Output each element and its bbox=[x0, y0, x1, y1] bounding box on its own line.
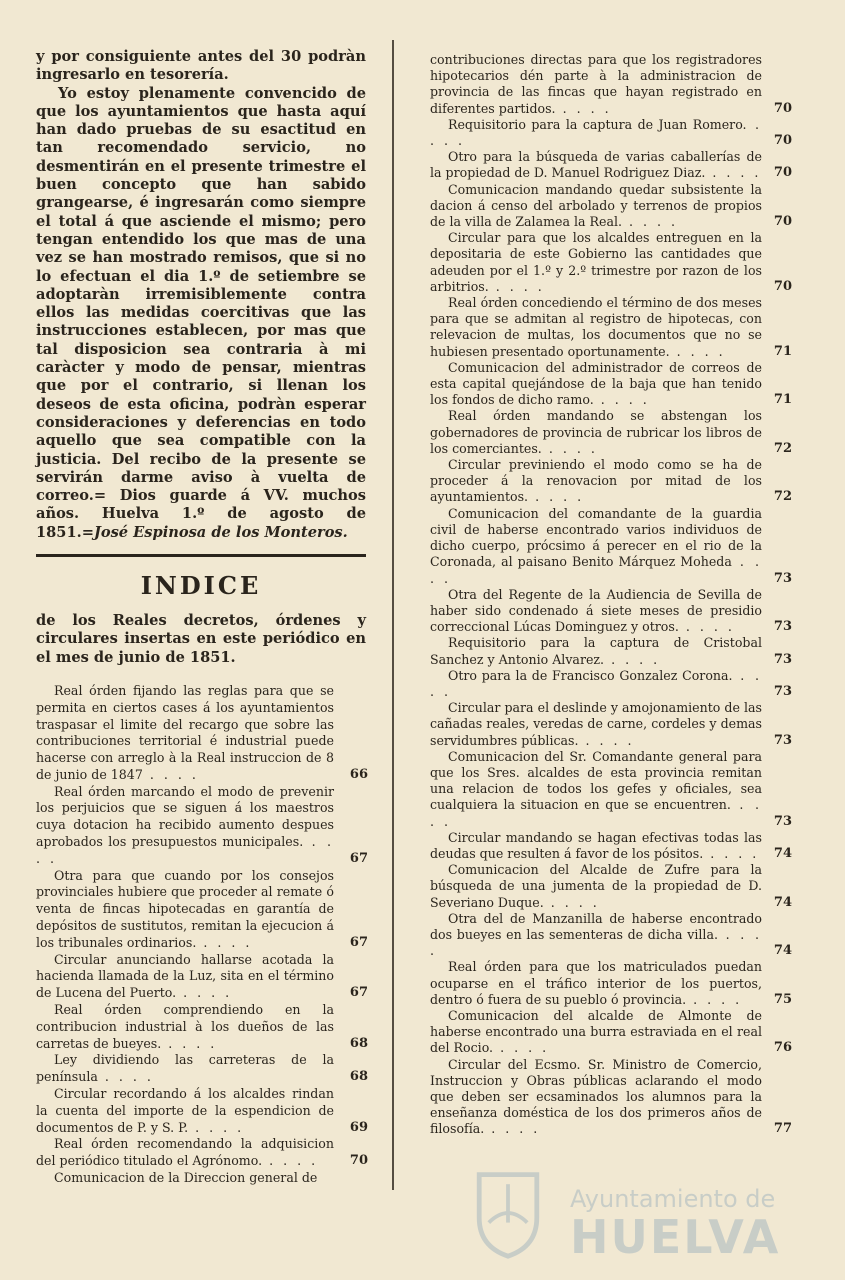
index-entry-text: Otra del de Manzanilla de haberse encontrado dos bueyes en las sementeras de dicha villa. bbox=[430, 910, 762, 942]
index-entry-text: Comunicacion del comandante de la guardia civil de haberse encontrado varios individuos de dicho cuerpo, prócsimo á perecer en el rio de la Coronada, al paisano Benito Márquez Moheda bbox=[430, 505, 762, 570]
index-entry bbox=[430, 700, 792, 749]
index-entry bbox=[430, 149, 792, 181]
dot-leader: . . . . bbox=[622, 214, 679, 230]
dot-leader: . . . . bbox=[604, 651, 661, 667]
dot-leader: . . . . bbox=[488, 278, 545, 294]
index-entry bbox=[430, 408, 792, 457]
index-entry-page: 74 bbox=[773, 943, 792, 959]
dot-leader: . . . . bbox=[176, 985, 233, 1001]
dot-leader: . . . . bbox=[528, 489, 585, 505]
index-entry-page: 68 bbox=[349, 1069, 368, 1085]
letter-paragraph-2: Yo estoy plenamente convencido de que los ayuntamientos que hasta aquí han dado pruebas de su esactitud en tan recomendado servicio, no desmentirán en el presente trimestre el buen concepto que han sabido grangearse, é ingresarán como siempre el total á que asciende el mismo; pero tengan entendido los que mas de una vez se han mostrado remisos, que si no lo efectuan el dia 1.º de setiembre se adoptaràn irremisiblemente contra ellos las medidas coercitivas que las instrucciones establecen, por mas que tal disposicion sea contraria à mi caràcter y modo de pensar, mientras que por el contrario, si llenan los deseos de esta oficina, podràn esperar consideraciones y deferencias en todo aquello que sea compatible con la justicia. Del recibo de la presente se servirán darme aviso à vuelta de correo.= Dios guarde á VV. muchos años. Huelva 1.º de agosto de 1851.=José Espinosa de los Monteros. bbox=[36, 84, 366, 541]
dot-leader: . . . . bbox=[543, 894, 600, 910]
watermark-line-1: Ayuntamiento de bbox=[570, 1185, 776, 1213]
index-entry-page: 74 bbox=[773, 845, 792, 861]
dot-leader: . . . . bbox=[196, 934, 253, 950]
index-entry-text: Comunicacion del Sr. Comandante general para que los Sres. alcaldes de esta provincia remitan una relacion de todos los gefes y oficiales, sea cualquiera la situacion en que se encuentren. bbox=[430, 748, 762, 813]
dot-leader: . . . . bbox=[430, 926, 762, 959]
index-entry-text: Requisitorio para la captura de Juan Romero. bbox=[448, 116, 747, 132]
index-entry-page: 71 bbox=[773, 343, 792, 359]
dot-leader: . . . . bbox=[669, 343, 726, 359]
index-entry-text: Circular anunciando hallarse acotada la hacienda llamada de la Luz, sita en el término de Lucena del Puerto. bbox=[36, 951, 334, 1001]
index-entry bbox=[430, 1056, 792, 1138]
index-entry-text: Real órden concediendo el término de dos meses para que se admitan al registro de hipotecas, con relevacion de multas, los documentos que no se hubiesen presentado oportunamente. bbox=[430, 295, 762, 359]
index-entry-page: 69 bbox=[349, 1119, 368, 1135]
index-entry-text: Real órden mandando se abstengan los gobernadores de provincia de rubricar los libros de los comerciantes. bbox=[430, 408, 762, 456]
dot-leader: . . . . bbox=[430, 116, 762, 149]
dot-leader: . . . . bbox=[161, 1035, 218, 1051]
dot-leader: . . . . bbox=[555, 100, 612, 116]
index-entry-text: Circular recordando á los alcaldes rindan la cuenta del importe de la espendicion de documentos de P. y S. P. bbox=[36, 1086, 334, 1135]
index-entry bbox=[430, 181, 792, 231]
index-entry bbox=[430, 862, 792, 911]
index-entry-page: 70 bbox=[773, 278, 792, 294]
index-entry bbox=[430, 748, 792, 830]
index-entry bbox=[36, 683, 366, 784]
dot-leader: . . . . bbox=[36, 834, 334, 866]
index-entry bbox=[430, 116, 792, 149]
index-entry bbox=[36, 1136, 366, 1170]
dot-leader: . . . . bbox=[541, 440, 598, 456]
index-title: INDICE bbox=[140, 571, 262, 601]
index-entry bbox=[430, 829, 792, 862]
index-entry bbox=[430, 586, 792, 636]
index-entry-text: Comunicacion de la Direccion general de bbox=[54, 1170, 318, 1186]
archive-watermark bbox=[440, 1155, 781, 1265]
index-entry-page: 70 bbox=[773, 133, 792, 149]
index-entry bbox=[36, 868, 366, 952]
section-divider bbox=[36, 554, 366, 557]
index-entry-page: 70 bbox=[349, 1153, 368, 1169]
dot-leader: . . . . bbox=[430, 797, 762, 829]
index-entry-text: Circular para que los alcaldes entreguen en la depositaria de este Gobierno las cantidades que adeuden por el 1.º y 2.º trimestre por razon de los arbitrios. bbox=[430, 230, 762, 294]
dot-leader: . . . . bbox=[430, 554, 762, 586]
index-entry-text: Comunicacion del alcalde de Almonte de haberse encontrado una burra estraviada en el real del Rocio. bbox=[430, 1007, 762, 1056]
index-entry bbox=[430, 910, 792, 960]
dot-leader: . . . . bbox=[578, 732, 635, 748]
index-entry-page: 67 bbox=[349, 934, 368, 950]
index-entry bbox=[430, 667, 792, 700]
letter-paragraph-1: y por consiguiente antes del 30 podràn ingresarlo en tesorería. bbox=[36, 48, 366, 84]
index-entry-page: 73 bbox=[773, 570, 792, 586]
index-entry-page: 71 bbox=[773, 392, 792, 408]
index-entry-text: Otra del Regente de la Audiencia de Sevilla de haber sido condenado á siete meses de presidio correccional Lúcas Dominguez y otros. bbox=[430, 586, 762, 635]
index-entry-page: 70 bbox=[773, 214, 792, 230]
signature: José Espinosa de los Monteros. bbox=[93, 523, 348, 541]
index-entry-text: contribuciones directas para que los registradores hipotecarios dén parte à la administracion de provincia de las fincas que hayan registrado en diferentes partidos. bbox=[430, 52, 762, 116]
circular-letter bbox=[36, 48, 366, 542]
index-entry bbox=[36, 1052, 366, 1086]
right-column bbox=[430, 52, 792, 1138]
index-entry-page: 72 bbox=[773, 489, 792, 505]
index-entry bbox=[430, 52, 792, 117]
dot-leader: . . . . bbox=[705, 165, 762, 181]
index-entry-text: Comunicacion del Alcalde de Zufre para la búsqueda de una jumenta de la propiedad de D. Severiano Duque. bbox=[430, 862, 762, 910]
index-entry-text: Circular del Ecsmo. Sr. Ministro de Comercio, Instruccion y Obras públicas aclarando el modo que deben ser ecsaminados los alumnos para la enseñanza doméstica de los dos primeros años de filosofía. bbox=[430, 1056, 762, 1137]
index-entry-text: Real órden para que los matriculados puedan ocuparse en el tráfico interior de los puertos, dentro ó fuera de su pueblo ó provincia. bbox=[430, 959, 762, 1007]
index-entry bbox=[36, 1086, 366, 1136]
index-entry-text: Comunicacion mandando quedar subsistente la dacion á censo del arbolado y terrenos de propios de la villa de Zalamea la Real. bbox=[430, 181, 762, 230]
index-entry-page: 77 bbox=[773, 1121, 792, 1137]
index-entry-page: 66 bbox=[349, 766, 368, 782]
index-list-left bbox=[36, 683, 366, 1187]
dot-leader: . . . . bbox=[703, 845, 760, 861]
city-seal-icon bbox=[460, 1165, 556, 1261]
index-entry bbox=[430, 959, 792, 1008]
index-entry-text: Requisitorio para la captura de Cristobal Sanchez y Antonio Alvarez. bbox=[430, 635, 762, 667]
index-entry bbox=[430, 505, 792, 587]
index-entry-text: Real órden marcando el modo de prevenir los perjuicios que se siguen á los maestros cuya dotacion ha recibido aumento despues aprobados los presupuestos municipales. bbox=[36, 783, 334, 850]
dot-leader: . . . . bbox=[484, 1121, 541, 1137]
index-entry bbox=[430, 1007, 792, 1057]
dot-leader: . . . . bbox=[188, 1119, 245, 1135]
dot-leader: . . . . bbox=[593, 392, 650, 408]
index-subtitle: de los Reales decretos, órdenes y circulares insertas en este periódico en el mes de junio de 1851. bbox=[36, 612, 366, 666]
dot-leader: . . . . bbox=[97, 1069, 154, 1085]
index-entry-page: 73 bbox=[773, 619, 792, 635]
index-entry-text: Otro para la búsqueda de varias caballerías de la propiedad de D. Manuel Rodriguez Diaz. bbox=[430, 149, 762, 181]
index-entry-page: 74 bbox=[773, 894, 792, 910]
index-entry-page: 76 bbox=[773, 1040, 792, 1056]
index-entry-text: Comunicacion del administrador de correos de esta capital quejándose de la baja que han tenido los fondos de dicho ramo. bbox=[430, 359, 762, 408]
index-entry-page: 68 bbox=[349, 1035, 368, 1051]
index-entry-text: Real órden recomendando la adquisicion del periódico titulado el Agrónomo. bbox=[36, 1136, 334, 1169]
index-entry-text: Circular para el deslinde y amojonamiento de las cañadas reales, veredas de carne, cordeles y demas servidumbres públicas. bbox=[430, 700, 762, 748]
index-entry-text: Otro para la de Francisco Gonzalez Corona. bbox=[448, 667, 733, 683]
index-entry bbox=[430, 295, 792, 360]
index-entry bbox=[36, 1170, 366, 1187]
index-entry-page: 73 bbox=[773, 651, 792, 667]
index-entry-text: Real órden comprendiendo en la contribucion industrial à los dueños de las carretas de bueyes. bbox=[36, 1002, 334, 1051]
index-entry bbox=[430, 635, 792, 667]
index-entry-page: 73 bbox=[773, 683, 792, 699]
index-entry-page: 75 bbox=[773, 991, 792, 1007]
index-entry bbox=[36, 784, 366, 868]
index-entry bbox=[430, 359, 792, 409]
column-rule bbox=[392, 40, 394, 1190]
index-entry-text: Otra para que cuando por los consejos provinciales hubiere que proceder al remate ó venta de fincas hipotecadas en garantía de depósitos de sustitutos, remitan la ejecucion á los tribunales ordinarios. bbox=[36, 867, 334, 950]
index-entry bbox=[430, 457, 792, 506]
index-entry-page: 73 bbox=[773, 732, 792, 748]
index-entry-text: Ley dividiendo las carreteras de la península bbox=[36, 1052, 334, 1085]
left-column bbox=[36, 48, 366, 1187]
dot-leader: . . . . bbox=[430, 667, 762, 699]
index-entry bbox=[430, 230, 792, 295]
watermark-line-2: HUELVA bbox=[570, 1210, 781, 1264]
index-entry-text: Real órden fijando las reglas para que se permita en ciertos cases á los ayuntamientos traspasar el limite del recargo que sobre las contribuciones territorial é industrial puede hacerse con arreglo à la Real instruccion de 8 de junio de 1847 bbox=[36, 682, 334, 782]
index-entry-page: 70 bbox=[773, 100, 792, 116]
index-entry-page: 70 bbox=[773, 165, 792, 181]
dot-leader: . . . . bbox=[142, 766, 199, 782]
dot-leader: . . . . bbox=[262, 1153, 319, 1169]
index-list-right bbox=[430, 52, 792, 1138]
dot-leader: . . . . bbox=[493, 1040, 550, 1056]
index-entry bbox=[36, 1002, 366, 1052]
index-entry-page: 67 bbox=[349, 850, 368, 866]
index-entry-text: Circular previniendo el modo como se ha de proceder á la renovacion por mitad de los ayuntamientos. bbox=[430, 457, 762, 505]
index-entry-page: 67 bbox=[349, 985, 368, 1001]
index-entry-page: 72 bbox=[773, 440, 792, 456]
dot-leader: . . . . bbox=[686, 991, 743, 1007]
index-entry-page: 73 bbox=[773, 813, 792, 829]
index-entry-text: Circular mandando se hagan efectivas todas las deudas que resulten á favor de los pósitos. bbox=[430, 829, 762, 861]
dot-leader: . . . . bbox=[678, 619, 735, 635]
index-entry bbox=[36, 952, 366, 1002]
